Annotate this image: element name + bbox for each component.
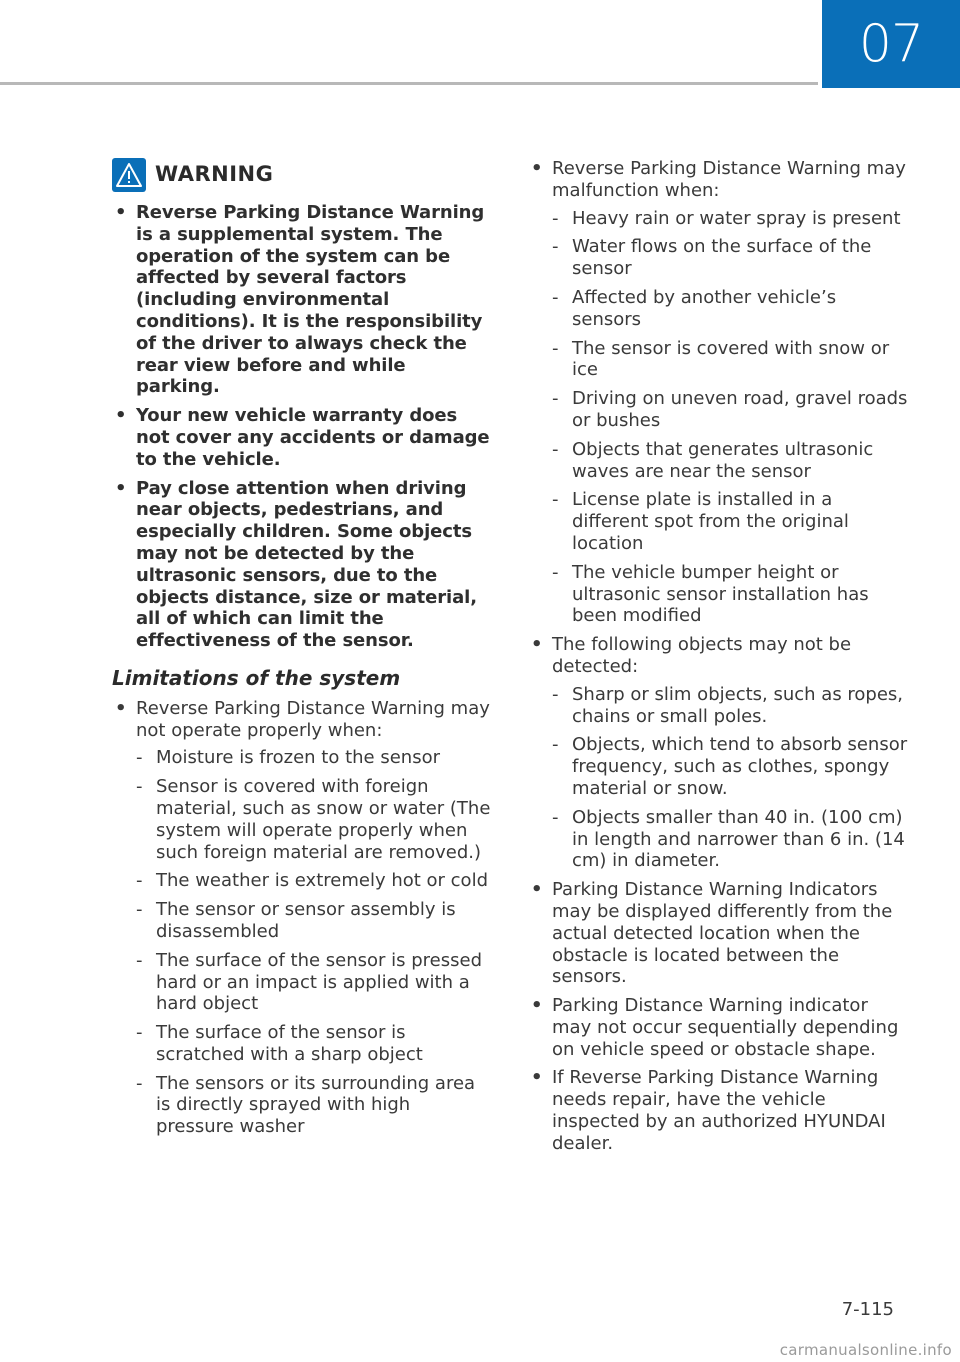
sub-item: - The sensors or its surrounding area is directly sprayed with high pressure washer [136, 1072, 476, 1138]
section-title: Limitations of the system [112, 665, 401, 690]
warning-item: • Your new vehicle warranty does not cover any accidents or damage to the vehicle. [115, 405, 490, 470]
chapter-number: 07 [858, 14, 924, 74]
sub-item: - The surface of the sensor is scratched with a sharp object [136, 1022, 423, 1065]
limitations-list [112, 698, 492, 1138]
sub-item: - Objects smaller than 40 in. (100 cm) in length and narrower than 6 in. (14 cm) in diameter. [552, 806, 905, 872]
sub-item: - Objects, which tend to absorb sensor frequency, such as clothes, spongy material or snow. [552, 734, 908, 799]
warning-item: • Pay close attention when driving near objects, pedestrians, and especially children. Some objects may not be detected by the ultrasonic sensors, due to the objects distance, size or material, all of which can limit the effectiveness of the sensor. [115, 477, 477, 652]
sub-item: - The sensor is covered with snow or ice [552, 337, 890, 381]
warning-triangle-icon [112, 158, 146, 192]
warning-list [112, 202, 492, 652]
watermark: carmanualsonline.info [779, 1341, 952, 1359]
warning-header [112, 158, 492, 192]
list-item: • The following objects may not be detected: - Sharp or slim objects, such as ropes, chains or small poles. - Objects, which tend to absorb sensor frequency, such as clothes, spongy material or snow. - Objects smaller than 40 in. (100 cm) in length and narrower than 6 in. (14 cm) in diameter. [531, 634, 908, 872]
list-item: • Reverse Parking Distance Warning may not operate properly when: - Moisture is frozen to the sensor - Sensor is covered with foreign material, such as snow or water (The system will operate properly when such foreign material are removed.) - The weather is extremely hot or cold - The sensor or sensor assembly is disassembled - The surface of the sensor is pressed hard or an impact is applied with a hard object - The surface of the sensor is scratched with a sharp object - The sensors or its surrounding area is directly sprayed with high pressure washer [115, 697, 491, 1138]
sub-item: - Sensor is covered with foreign material, such as snow or water (The system will operate properly when such foreign material are removed.) [136, 776, 491, 863]
sub-list [136, 747, 492, 1138]
sub-item: - Moisture is frozen to the sensor [136, 747, 441, 769]
warning-item: • Reverse Parking Distance Warning is a supplemental system. The operation of the system can be affected by several factors (including environmental conditions). It is the responsibility of the driver to always check the rear view before and while parking. [115, 202, 485, 398]
header-rule [0, 82, 818, 85]
sub-item: - License plate is installed in a different spot from the original location [552, 489, 849, 554]
list-item: • Parking Distance Warning Indicators may be displayed differently from the actual detected location when the obstacle is located between the sensors. [531, 879, 893, 988]
right-column [528, 158, 908, 1162]
sub-item: - The sensor or sensor assembly is disassembled [136, 899, 456, 942]
sub-item: - Objects that generates ultrasonic waves are near the sensor [552, 438, 874, 482]
sub-item: - The surface of the sensor is pressed hard or an impact is applied with a hard object [136, 949, 483, 1015]
sub-list [552, 208, 908, 628]
list-item: • If Reverse Parking Distance Warning needs repair, have the vehicle inspected by an authorized HYUNDAI dealer. [531, 1067, 886, 1154]
limitations-list-continued [528, 158, 908, 1155]
sub-item: - The weather is extremely hot or cold [136, 870, 488, 892]
sub-item: - The vehicle bumper height or ultrasonic sensor installation has been modified [552, 561, 869, 627]
left-column [112, 158, 492, 1145]
sub-item: - Driving on uneven road, gravel roads or bushes [552, 388, 908, 431]
sub-list [552, 684, 908, 872]
sub-item: - Sharp or slim objects, such as ropes, chains or small poles. [552, 683, 904, 727]
list-item: • Reverse Parking Distance Warning may malfunction when: - Heavy rain or water spray is present - Water flows on the surface of the sensor - Affected by another vehicle’s sensors - The sensor is covered with snow or ice - Driving on uneven road, gravel roads or bushes - Objects that generates ultrasonic waves are near the sensor - License plate is installed in a different spot from the original location - The vehicle bumper height or ultrasonic sensor installation has been modified [531, 158, 908, 627]
page-number: 7-115 [841, 1299, 894, 1320]
sub-item: - Water flows on the surface of the sensor [552, 236, 872, 280]
sub-item: - Affected by another vehicle’s sensors [552, 286, 837, 330]
list-item: • Parking Distance Warning indicator may not occur sequentially depending on vehicle speed or obstacle shape. [531, 995, 899, 1060]
chapter-tab [822, 0, 960, 88]
warning-title: WARNING [155, 162, 274, 187]
sub-item: - Heavy rain or water spray is present [552, 207, 901, 229]
